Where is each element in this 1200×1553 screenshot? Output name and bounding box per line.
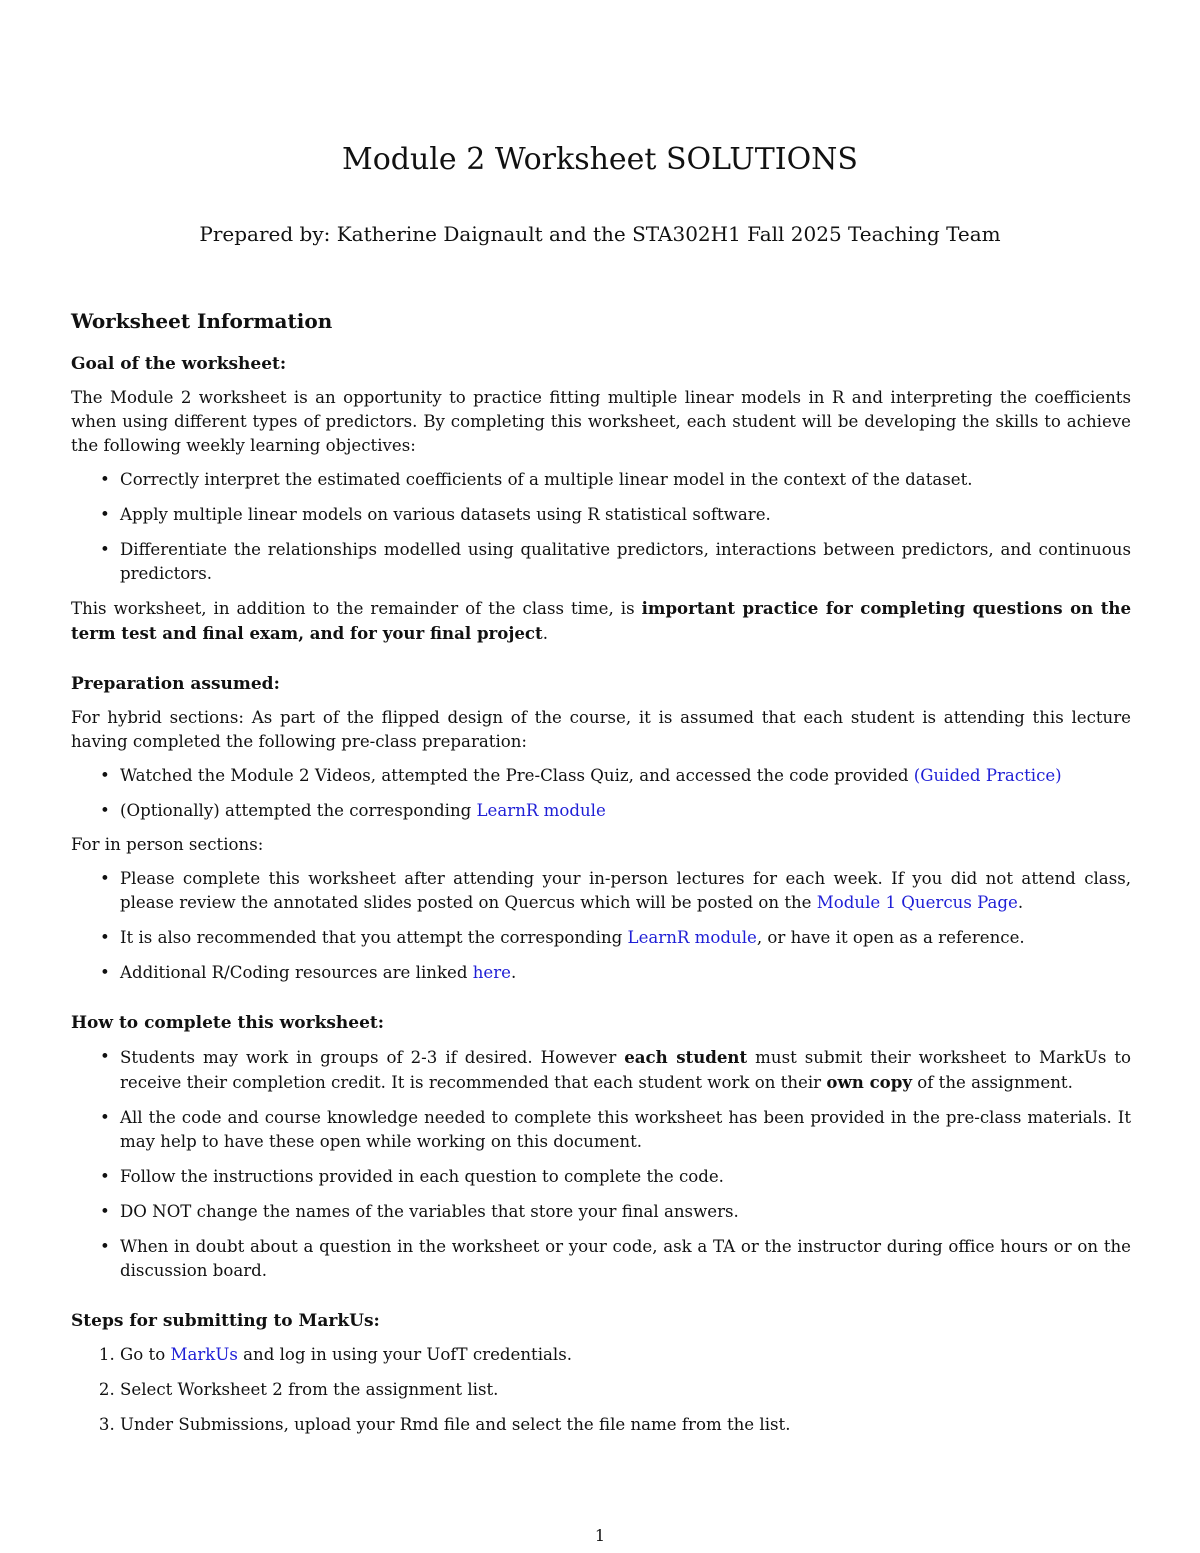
- how-to-item: • All the code and course knowledge needed to complete this worksheet has been provided in the pre-class materials. It may help to have these open while working on this document.: [120, 1106, 1131, 1154]
- step-item: 1. Go to MarkUs and log in using your UofT credentials.: [120, 1343, 1131, 1367]
- inperson-intro: For in person sections:: [71, 835, 264, 854]
- inperson-item: • Additional R/Coding resources are linked here.: [120, 961, 1131, 985]
- preparation-heading: Preparation assumed:: [71, 674, 280, 694]
- how-to-list: [71, 1045, 1131, 1283]
- markus-link[interactable]: MarkUs: [170, 1345, 238, 1364]
- step-item: 2. Select Worksheet 2 from the assignment list.: [120, 1378, 1131, 1402]
- guided-practice-link[interactable]: (Guided Practice): [913, 766, 1062, 785]
- steps-heading: Steps for submitting to MarkUs:: [71, 1311, 380, 1331]
- learnr-module-link[interactable]: LearnR module: [476, 801, 606, 820]
- steps-list: [71, 1343, 1131, 1437]
- inperson-item: • It is also recommended that you attempt the corresponding LearnR module, or have it open as a reference.: [120, 926, 1131, 950]
- document-title: Module 2 Worksheet SOLUTIONS: [342, 142, 858, 177]
- learnr-module-link[interactable]: LearnR module: [627, 928, 757, 947]
- objective-item: • Apply multiple linear models on various datasets using R statistical software.: [120, 503, 1131, 527]
- preparation-section: [71, 672, 1131, 985]
- how-to-item: • Students may work in groups of 2-3 if desired. However each student must submit their worksheet to MarkUs to receive their completion credit. It is recommended that each student work on their own copy of the assignment.: [120, 1045, 1131, 1095]
- objectives-list: [71, 468, 1131, 586]
- how-to-item: • Follow the instructions provided in each question to complete the code.: [120, 1165, 1131, 1189]
- objective-item: • Correctly interpret the estimated coefficients of a multiple linear model in the context of the dataset.: [120, 468, 1131, 492]
- how-to-item: • DO NOT change the names of the variables that store your final answers.: [120, 1200, 1131, 1224]
- document-content: [71, 307, 1131, 1463]
- objective-item: • Differentiate the relationships modelled using qualitative predictors, interactions between predictors, and continuous predictors.: [120, 538, 1131, 586]
- inperson-item: • Please complete this worksheet after attending your in-person lectures for each week. If you did not attend class, please review the annotated slides posted on Quercus which will be posted on the Module 1 Quercus Page.: [120, 867, 1131, 915]
- coding-resources-link[interactable]: here: [472, 963, 511, 982]
- steps-section: [71, 1309, 1131, 1437]
- hybrid-item: • (Optionally) attempted the corresponding LearnR module: [120, 799, 1131, 823]
- how-to-heading: How to complete this worksheet:: [71, 1013, 385, 1033]
- goal-heading: Goal of the worksheet:: [71, 354, 287, 374]
- inperson-list: [71, 867, 1131, 985]
- page-number: 1: [594, 1526, 606, 1545]
- goal-closing: This worksheet, in addition to the remainder of the class time, is important practice for completing questions on the term test and final exam, and for your final project.: [71, 598, 1131, 643]
- step-item: 3. Under Submissions, upload your Rmd file and select the file name from the list.: [120, 1413, 1131, 1437]
- hybrid-item: • Watched the Module 2 Videos, attempted the Pre-Class Quiz, and accessed the code provided (Guided Practice): [120, 764, 1131, 788]
- hybrid-intro: For hybrid sections: As part of the flipped design of the course, it is assumed that each student is attending this lecture having completed the following pre-class preparation:: [71, 708, 1131, 751]
- document-author: Prepared by: Katherine Daignault and the STA302H1 Fall 2025 Teaching Team: [199, 222, 1001, 246]
- goal-section: [71, 352, 1131, 646]
- document-page: [71, 0, 1131, 1553]
- module1-quercus-link[interactable]: Module 1 Quercus Page: [816, 893, 1018, 912]
- goal-intro: The Module 2 worksheet is an opportunity to practice fitting multiple linear models in R and interpreting the coefficients when using different types of predictors. By completing this worksheet, each student will be developing the skills to achieve the following weekly learning objectives:: [71, 388, 1131, 455]
- hybrid-list: [71, 764, 1131, 823]
- how-to-item: • When in doubt about a question in the worksheet or your code, ask a TA or the instructor during office hours or on the discussion board.: [120, 1235, 1131, 1283]
- how-to-section: [71, 1011, 1131, 1283]
- section-heading-worksheet-information: Worksheet Information: [71, 309, 333, 333]
